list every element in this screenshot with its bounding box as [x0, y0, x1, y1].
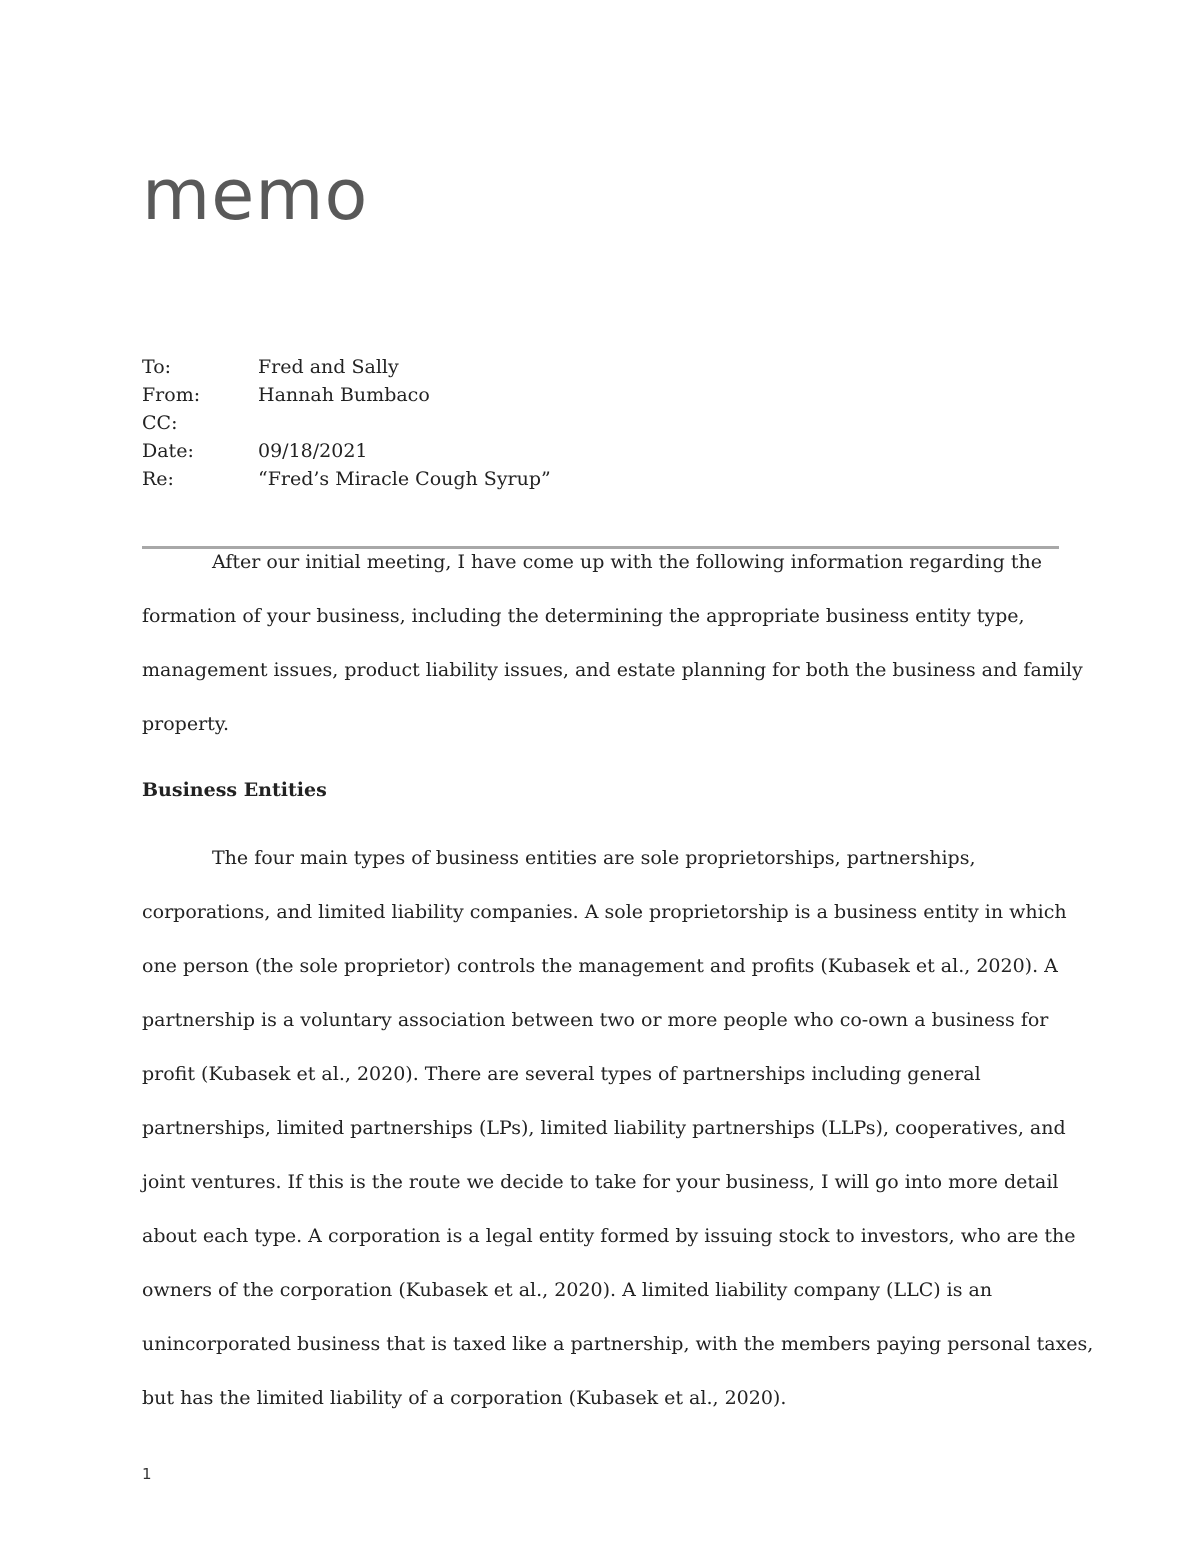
intro-paragraph	[142, 535, 1083, 751]
paragraph-line: unincorporated business that is taxed like a partnership, with the members paying personal taxes,	[142, 1333, 1094, 1355]
paragraph-line: but has the limited liability of a corporation (Kubasek et al., 2020).	[142, 1387, 787, 1409]
header-row-date	[142, 437, 1062, 465]
to-value: Fred and Sally	[258, 356, 399, 378]
memo-title: memo	[142, 154, 369, 236]
entities-paragraph	[142, 831, 1094, 1425]
paragraph-line: management issues, product liability issues, and estate planning for both the business and family	[142, 659, 1083, 681]
from-value: Hannah Bumbaco	[258, 384, 430, 406]
paragraph-line: one person (the sole proprietor) controls the management and profits (Kubasek et al., 2020). A	[142, 955, 1058, 977]
paragraph-line: profit (Kubasek et al., 2020). There are several types of partnerships including general	[142, 1063, 981, 1085]
cc-label: CC:	[142, 412, 178, 434]
date-label: Date:	[142, 440, 194, 462]
header-row-re	[142, 465, 1062, 493]
re-label: Re:	[142, 468, 174, 490]
cc-value	[258, 409, 1062, 437]
paragraph-line: corporations, and limited liability companies. A sole proprietorship is a business entity in which	[142, 901, 1067, 923]
paragraph-line: partnerships, limited partnerships (LPs), limited liability partnerships (LLPs), cooperatives, and	[142, 1117, 1066, 1139]
from-label: From:	[142, 384, 201, 406]
header-row-from	[142, 381, 1062, 409]
re-value: “Fred’s Miracle Cough Syrup”	[258, 468, 551, 490]
date-value: 09/18/2021	[258, 440, 368, 462]
to-label: To:	[142, 356, 172, 378]
paragraph-line: owners of the corporation (Kubasek et al., 2020). A limited liability company (LLC) is an	[142, 1279, 993, 1301]
paragraph-line: The four main types of business entities are sole proprietorships, partnerships,	[212, 847, 976, 869]
paragraph-line: formation of your business, including the determining the appropriate business entity type,	[142, 605, 1025, 627]
memo-header	[142, 353, 1062, 493]
paragraph-line: After our initial meeting, I have come up with the following information regarding the	[212, 551, 1042, 573]
paragraph-line: partnership is a voluntary association between two or more people who co-own a business for	[142, 1009, 1049, 1031]
paragraph-line: joint ventures. If this is the route we decide to take for your business, I will go into more detail	[142, 1171, 1059, 1193]
section-heading: Business Entities	[142, 779, 327, 801]
paragraph-line: property.	[142, 713, 230, 735]
header-row-to	[142, 353, 1062, 381]
paragraph-line: about each type. A corporation is a legal entity formed by issuing stock to investors, who are the	[142, 1225, 1076, 1247]
header-row-cc	[142, 409, 1062, 437]
page-number: 1	[142, 1465, 152, 1483]
